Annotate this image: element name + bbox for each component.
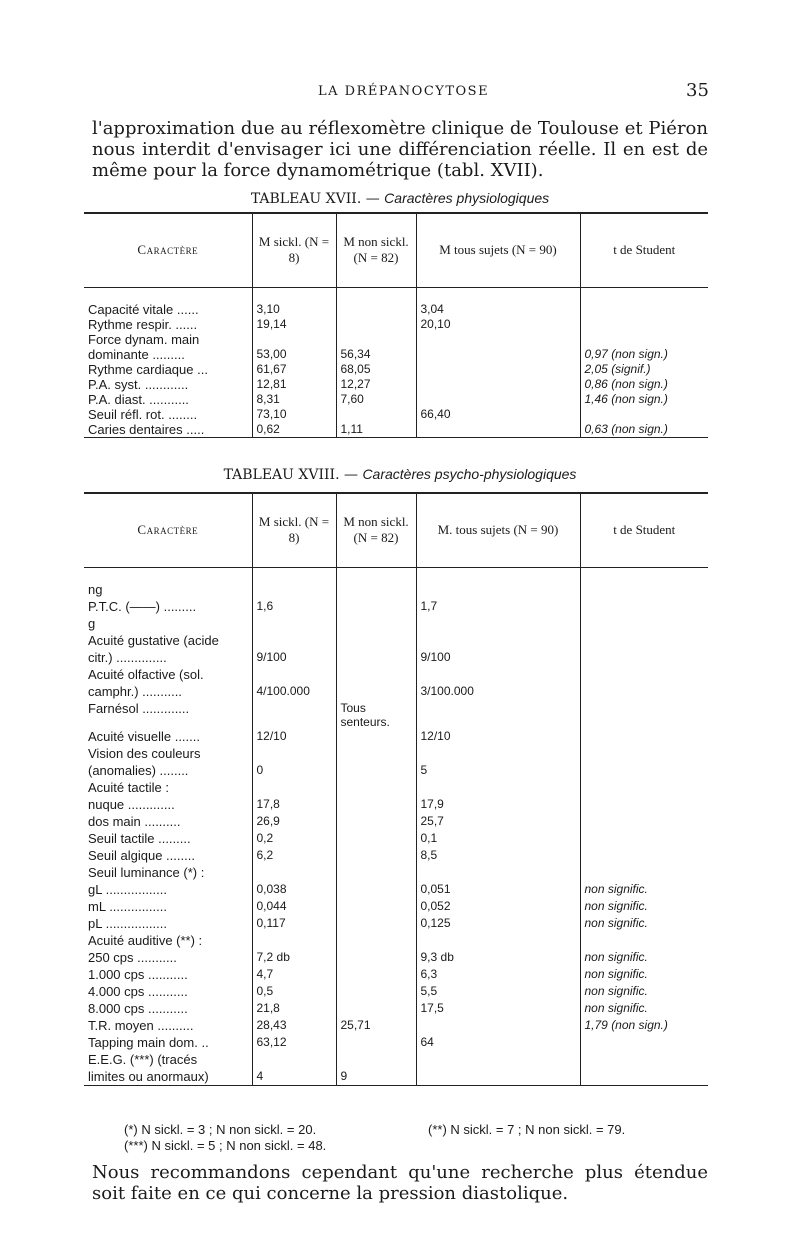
table-row xyxy=(84,1001,708,1018)
table-row xyxy=(84,667,708,684)
row-value: 7,60 xyxy=(336,392,416,407)
row-value xyxy=(336,650,416,667)
table17-caption-title: Caractères physiologiques xyxy=(384,190,550,206)
row-value xyxy=(336,667,416,684)
row-value: non signific. xyxy=(584,898,648,913)
row-value: 5 xyxy=(416,763,580,780)
table-psychophysiological xyxy=(84,492,708,1086)
t18-header-all: M. tous sujets (N = 90) xyxy=(416,493,580,567)
row-value: 5,5 xyxy=(416,984,580,1001)
row-value: 9/100 xyxy=(416,650,580,667)
row-value xyxy=(336,729,416,746)
table18-caption-number: TABLEAU XVIII. — xyxy=(223,467,358,483)
table18-caption xyxy=(0,466,800,483)
row-value xyxy=(252,933,336,950)
row-value xyxy=(416,332,580,347)
t18-header-character: Caractère xyxy=(84,493,252,567)
row-value xyxy=(252,865,336,882)
row-label: 8.000 cps ........... xyxy=(84,1001,252,1018)
row-value xyxy=(336,916,416,933)
row-value xyxy=(416,1069,580,1086)
table-row xyxy=(84,729,708,746)
row-value xyxy=(416,701,580,729)
footnote-2: (**) N sickl. = 7 ; N non sickl. = 79. xyxy=(428,1122,626,1137)
table-row xyxy=(84,882,708,899)
row-value: 7,2 db xyxy=(252,950,336,967)
row-value xyxy=(336,302,416,317)
row-value: 63,12 xyxy=(252,1035,336,1052)
row-value: 3/100.000 xyxy=(416,684,580,701)
row-value xyxy=(580,582,708,599)
row-value xyxy=(580,407,708,422)
t17-header-character: Caractère xyxy=(84,213,252,287)
table-row xyxy=(84,317,708,332)
row-value: 2,05 (signif.) xyxy=(584,361,651,376)
row-value xyxy=(580,865,708,882)
row-label: E.E.G. (***) (tracés xyxy=(84,1052,252,1069)
row-value: non signific. xyxy=(584,983,648,998)
row-value: 0,97 (non sign.) xyxy=(584,346,668,361)
row-value: 68,05 xyxy=(336,362,416,377)
row-label: dos main .......... xyxy=(84,814,252,831)
row-value: 61,67 xyxy=(252,362,336,377)
row-value: 0,044 xyxy=(252,899,336,916)
table-row xyxy=(84,984,708,1001)
row-value xyxy=(336,633,416,650)
footnote-1: (*) N sickl. = 3 ; N non sickl. = 20. xyxy=(124,1122,317,1137)
table-row xyxy=(84,392,708,407)
row-value xyxy=(416,347,580,362)
row-value xyxy=(252,616,336,633)
row-value xyxy=(336,780,416,797)
row-value: 1,79 (non sign.) xyxy=(584,1017,668,1032)
table-row xyxy=(84,916,708,933)
row-value xyxy=(580,633,708,650)
row-value xyxy=(336,899,416,916)
row-value: 0,117 xyxy=(252,916,336,933)
row-label: camphr.) ........... xyxy=(84,684,252,701)
row-value xyxy=(580,1069,708,1086)
row-value xyxy=(252,582,336,599)
row-value: 0,86 (non sign.) xyxy=(584,376,668,391)
row-value xyxy=(336,797,416,814)
row-value: 25,71 xyxy=(336,1018,416,1035)
row-value: 0,052 xyxy=(416,899,580,916)
row-value: 8,31 xyxy=(252,392,336,407)
row-value: 0 xyxy=(252,763,336,780)
row-label: 250 cps ........... xyxy=(84,950,252,967)
row-value xyxy=(580,684,708,701)
row-label: P.A. syst. ............ xyxy=(84,377,252,392)
row-label: Acuité gustative (acide xyxy=(84,633,252,650)
row-value xyxy=(252,667,336,684)
row-value xyxy=(336,317,416,332)
row-label: Rythme cardiaque ... xyxy=(84,362,252,377)
row-value: 0,2 xyxy=(252,831,336,848)
table-row xyxy=(84,362,708,377)
row-value: 56,34 xyxy=(336,347,416,362)
row-label: Caries dentaires ..... xyxy=(84,422,252,438)
row-value: 4,7 xyxy=(252,967,336,984)
t18-header-sickl: M sickl. (N = 8) xyxy=(252,493,336,567)
table-row xyxy=(84,797,708,814)
row-value xyxy=(336,967,416,984)
row-value xyxy=(580,701,708,729)
row-value xyxy=(416,392,580,407)
row-value: 0,125 xyxy=(416,916,580,933)
row-label: dominante ......... xyxy=(84,347,252,362)
row-value: 1,6 xyxy=(252,599,336,616)
row-value xyxy=(580,831,708,848)
row-value xyxy=(580,780,708,797)
row-value xyxy=(252,780,336,797)
row-value xyxy=(336,984,416,1001)
row-value: non signific. xyxy=(584,881,648,896)
row-value: 12,81 xyxy=(252,377,336,392)
t17-header-student: t de Student xyxy=(613,242,676,258)
row-value xyxy=(416,667,580,684)
table-row xyxy=(84,899,708,916)
row-label: Rythme respir. ...... xyxy=(84,317,252,332)
row-value xyxy=(580,729,708,746)
page-number: 35 xyxy=(686,80,709,101)
row-value xyxy=(336,763,416,780)
row-value: 9 xyxy=(336,1069,416,1086)
row-value: 4/100.000 xyxy=(252,684,336,701)
row-value xyxy=(416,865,580,882)
row-value: 0,038 xyxy=(252,882,336,899)
row-value xyxy=(580,650,708,667)
row-label: P.T.C. (——) ......... xyxy=(84,599,252,616)
row-value xyxy=(416,582,580,599)
row-value xyxy=(416,377,580,392)
table-row xyxy=(84,746,708,763)
row-value xyxy=(336,848,416,865)
row-value: non signific. xyxy=(584,966,648,981)
row-value: 6,3 xyxy=(416,967,580,984)
table-row xyxy=(84,407,708,422)
row-value xyxy=(580,933,708,950)
table-row xyxy=(84,1035,708,1052)
intro-paragraph: l'approximation due au réflexomètre clinique de Toulouse et Piéron nous interdit d'envisager ici une différenciation réelle. Il en est de même pour la force dynamométrique (tabl. XVII). xyxy=(92,118,708,181)
row-label: nuque ............. xyxy=(84,797,252,814)
table-row xyxy=(84,377,708,392)
row-value: 0,5 xyxy=(252,984,336,1001)
table-row xyxy=(84,633,708,650)
row-value: 0,62 xyxy=(252,422,336,438)
row-value: 9/100 xyxy=(252,650,336,667)
row-value: Tous senteurs. xyxy=(336,701,416,729)
row-value: 25,7 xyxy=(416,814,580,831)
row-value: non signific. xyxy=(584,915,648,930)
row-label: Vision des couleurs xyxy=(84,746,252,763)
row-value: 0,63 (non sign.) xyxy=(584,421,668,436)
running-title: LA DRÉPANOCYTOSE xyxy=(318,84,490,99)
row-label: Acuité auditive (**) : xyxy=(84,933,252,950)
row-value: 21,8 xyxy=(252,1001,336,1018)
row-label: Acuité olfactive (sol. xyxy=(84,667,252,684)
row-value xyxy=(336,599,416,616)
t17-header-sickl: M sickl. (N = 8) xyxy=(252,213,336,287)
row-value: 12/10 xyxy=(416,729,580,746)
row-label: P.A. diast. ........... xyxy=(84,392,252,407)
row-value xyxy=(416,616,580,633)
row-value xyxy=(336,882,416,899)
row-label: Capacité vitale ...... xyxy=(84,302,252,317)
table-row xyxy=(84,814,708,831)
row-value xyxy=(416,746,580,763)
row-label: Seuil réfl. rot. ........ xyxy=(84,407,252,422)
table17-caption xyxy=(0,190,800,207)
table-row xyxy=(84,1018,708,1035)
row-label: ng xyxy=(84,582,252,599)
table-row xyxy=(84,950,708,967)
row-value xyxy=(580,1052,708,1069)
row-value xyxy=(580,302,708,317)
row-label: citr.) .............. xyxy=(84,650,252,667)
row-value xyxy=(580,797,708,814)
row-value xyxy=(252,332,336,347)
row-value xyxy=(336,933,416,950)
row-value xyxy=(580,332,708,347)
row-value: non signific. xyxy=(584,949,648,964)
table-row xyxy=(84,780,708,797)
footnote-3: (***) N sickl. = 5 ; N non sickl. = 48. xyxy=(124,1138,327,1153)
row-value: 73,10 xyxy=(252,407,336,422)
row-value: 0,1 xyxy=(416,831,580,848)
table-row xyxy=(84,616,708,633)
row-value: 1,11 xyxy=(336,422,416,438)
row-value xyxy=(336,582,416,599)
table-row xyxy=(84,701,708,729)
table-row xyxy=(84,332,708,347)
row-value xyxy=(580,317,708,332)
row-value xyxy=(252,1052,336,1069)
row-value xyxy=(336,950,416,967)
row-value: non signific. xyxy=(584,1000,648,1015)
row-value xyxy=(336,1001,416,1018)
row-value: 17,5 xyxy=(416,1001,580,1018)
row-value: 12,27 xyxy=(336,377,416,392)
row-label: 4.000 cps ........... xyxy=(84,984,252,1001)
row-value xyxy=(580,667,708,684)
row-value: 0,051 xyxy=(416,882,580,899)
row-value xyxy=(580,599,708,616)
table18-caption-title: Caractères psycho-physiologiques xyxy=(362,466,577,482)
row-value: 26,9 xyxy=(252,814,336,831)
table-row xyxy=(84,763,708,780)
table17-caption-number: TABLEAU XVII. — xyxy=(250,191,380,207)
row-label: 1.000 cps ........... xyxy=(84,967,252,984)
row-value xyxy=(336,616,416,633)
row-value: 20,10 xyxy=(416,317,580,332)
table-row xyxy=(84,865,708,882)
t18-header-student: t de Student xyxy=(613,522,676,538)
row-label: Farnésol ............. xyxy=(84,701,252,729)
row-value: 12/10 xyxy=(252,729,336,746)
row-value: 4 xyxy=(252,1069,336,1086)
row-value xyxy=(580,1035,708,1052)
row-value xyxy=(336,332,416,347)
row-value xyxy=(580,848,708,865)
row-value xyxy=(336,746,416,763)
row-value xyxy=(416,1018,580,1035)
row-label: Seuil tactile ......... xyxy=(84,831,252,848)
row-value: 8,5 xyxy=(416,848,580,865)
row-value: 53,00 xyxy=(252,347,336,362)
table-row xyxy=(84,302,708,317)
row-value: 6,2 xyxy=(252,848,336,865)
row-value: 19,14 xyxy=(252,317,336,332)
row-value: 3,04 xyxy=(416,302,580,317)
table-row xyxy=(84,599,708,616)
table-row xyxy=(84,684,708,701)
closing-paragraph: Nous recommandons cependant qu'une recherche plus étendue soit faite en ce qui concerne la pression diastolique. xyxy=(92,1162,708,1204)
row-value: 64 xyxy=(416,1035,580,1052)
row-value xyxy=(416,1052,580,1069)
row-value xyxy=(336,407,416,422)
row-label: Tapping main dom. .. xyxy=(84,1035,252,1052)
row-value xyxy=(580,616,708,633)
table-row xyxy=(84,650,708,667)
table-row xyxy=(84,1052,708,1069)
table-row xyxy=(84,831,708,848)
row-value: 17,9 xyxy=(416,797,580,814)
row-label: pL ................. xyxy=(84,916,252,933)
row-value: 1,46 (non sign.) xyxy=(584,391,668,406)
row-label: gL ................. xyxy=(84,882,252,899)
table-physiological xyxy=(84,212,708,438)
row-value xyxy=(580,763,708,780)
row-value xyxy=(416,780,580,797)
row-value: 3,10 xyxy=(252,302,336,317)
row-label: mL ................ xyxy=(84,899,252,916)
row-value: 1,7 xyxy=(416,599,580,616)
row-label: (anomalies) ........ xyxy=(84,763,252,780)
row-value xyxy=(252,701,336,729)
row-value xyxy=(336,865,416,882)
table-row xyxy=(84,967,708,984)
row-value xyxy=(336,1052,416,1069)
row-value: 9,3 db xyxy=(416,950,580,967)
row-value: 66,40 xyxy=(416,407,580,422)
row-value xyxy=(416,633,580,650)
row-value xyxy=(416,362,580,377)
row-label: limites ou anormaux) xyxy=(84,1069,252,1086)
row-label: Seuil algique ........ xyxy=(84,848,252,865)
table-row xyxy=(84,347,708,362)
row-value: 17,8 xyxy=(252,797,336,814)
page-header xyxy=(0,78,800,108)
row-label: Acuité tactile : xyxy=(84,780,252,797)
row-label: Acuité visuelle ....... xyxy=(84,729,252,746)
row-label: Force dynam. main xyxy=(84,332,252,347)
t18-header-nonsickl: M non sickl. (N = 82) xyxy=(336,493,416,567)
row-value xyxy=(416,422,580,438)
row-value xyxy=(252,746,336,763)
table-row xyxy=(84,848,708,865)
row-value xyxy=(580,814,708,831)
row-label: T.R. moyen .......... xyxy=(84,1018,252,1035)
table-row xyxy=(84,582,708,599)
row-value xyxy=(336,831,416,848)
table-row xyxy=(84,1069,708,1086)
row-value xyxy=(252,633,336,650)
row-value xyxy=(336,684,416,701)
row-value xyxy=(580,746,708,763)
table-row xyxy=(84,933,708,950)
row-value xyxy=(416,933,580,950)
row-value: 28,43 xyxy=(252,1018,336,1035)
row-value xyxy=(336,814,416,831)
row-value xyxy=(336,1035,416,1052)
table-row xyxy=(84,422,708,438)
t17-header-nonsickl: M non sickl. (N = 82) xyxy=(336,213,416,287)
row-label: g xyxy=(84,616,252,633)
row-label: Seuil luminance (*) : xyxy=(84,865,252,882)
t17-header-all: M tous sujets (N = 90) xyxy=(416,213,580,287)
